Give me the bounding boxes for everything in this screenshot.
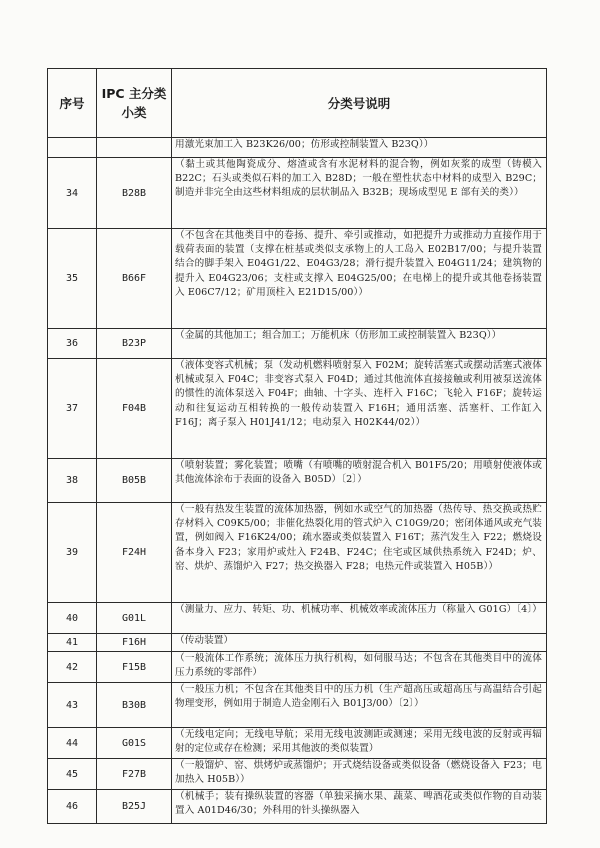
description-text: （不包含在其他类目中的卷扬、提升、牵引或推动，如把提升力或推动力直接作用于载荷表面的装置（支撑在桩基或类似支承物上的人工岛入 E02B17/00；与提升装置结合的脚手架入 E04G1/22、E04G3/28；滑行提升装置入 E04G11/24；建筑物的提升入 E04G23/06；支柱或支撑入 E04G25/00；在电梯上的提升或其他卷扬装置入 E06C7/12；矿用顶柱入 E21D15/00）） (175, 230, 542, 298)
table-row (48, 359, 547, 459)
table-row (48, 790, 547, 824)
row-number: 41 (48, 634, 97, 652)
description (172, 652, 547, 683)
table-row (48, 652, 547, 683)
description-text: （无线电定向；无线电导航；采用无线电波测距或测速；采用无线电波的反射或再辐射的定位或存在检测；采用其他波的类似装置） (175, 729, 542, 755)
header-ipc-subclass (97, 69, 172, 138)
ipc-code: F24H (97, 503, 172, 603)
header-seq: 序号 (48, 69, 97, 138)
description (172, 634, 547, 652)
header-ipc-line1: IPC 主分类 (101, 86, 167, 101)
description (172, 759, 547, 790)
ipc-code: B28B (97, 158, 172, 229)
description (172, 329, 547, 359)
description (172, 603, 547, 634)
ipc-code: B25J (97, 790, 172, 824)
ipc-code: B30B (97, 683, 172, 728)
description (172, 359, 547, 459)
description-text: （液体变容式机械；泵（发动机燃料喷射泵入 F02M；旋转活塞式或摆动活塞式液体机械或泵入 F04C；非变容式泵入 F04D；通过其他流体直接接触或利用被泵送流体的惯性的流体泵送入 F04F；曲轴、十字头、连杆入 F16C；飞轮入 F16F；旋转运动和往复运动互相转换的一般传动装置入 F16H；通用活塞、活塞杆、工作缸入 F16J；离子泵入 H01J41/12；电动泵入 H02K44/02）） (175, 360, 542, 428)
table-row (48, 138, 547, 158)
table-row (48, 158, 547, 229)
description-text: （喷射装置；雾化装置；喷嘴（有喷嘴的喷射混合机入 B01F5/20；用喷射使液体或其他流体涂布于表面的设备入 B05D）〔2〕） (175, 460, 542, 486)
table-row (48, 503, 547, 603)
row-number: 45 (48, 759, 97, 790)
row-number: 43 (48, 683, 97, 728)
ipc-code: B05B (97, 459, 172, 503)
table-row (48, 683, 547, 728)
table-row (48, 634, 547, 652)
row-number: 36 (48, 329, 97, 359)
header-description: 分类号说明 (172, 69, 547, 138)
table-row (48, 759, 547, 790)
ipc-code: F15B (97, 652, 172, 683)
description (172, 229, 547, 329)
table-header-row (48, 69, 547, 138)
row-number: 46 (48, 790, 97, 824)
table-row (48, 603, 547, 634)
table-row (48, 229, 547, 329)
description-text: （黏土或其他陶瓷成分、熔渣或含有水泥材料的混合物，例如灰浆的成型（铸模入 B22C；石头或类似石料的加工入 B28D；一般在塑性状态中材料的成型入 B29C；制造并非完全由这些材料组成的层状制品入 B32B；现场成型见 E 部有关的类）） (175, 159, 542, 199)
row-number: 44 (48, 728, 97, 759)
ipc-code: F04B (97, 359, 172, 459)
description-text: （测量力、应力、转矩、功、机械功率、机械效率或流体压力（称量入 G01G）〔4〕） (175, 604, 542, 615)
header-ipc-line2: 小类 (121, 105, 147, 120)
row-number: 42 (48, 652, 97, 683)
description (172, 503, 547, 603)
row-number: 37 (48, 359, 97, 459)
description (172, 683, 547, 728)
ipc-classification-table (47, 68, 547, 824)
description-text: （一般馏炉、窑、烘烤炉或蒸馏炉；开式烧结设备或类似设备（燃烧设备入 F23；电加热入 H05B）） (175, 760, 542, 786)
row-number (48, 138, 97, 158)
description (172, 158, 547, 229)
ipc-code: G01L (97, 603, 172, 634)
ipc-code: B66F (97, 229, 172, 329)
row-number: 34 (48, 158, 97, 229)
row-number: 35 (48, 229, 97, 329)
description (172, 138, 547, 158)
ipc-code: F16H (97, 634, 172, 652)
table-row (48, 728, 547, 759)
table-row (48, 329, 547, 359)
ipc-code (97, 138, 172, 158)
description (172, 790, 547, 824)
description-text: （传动装置） (175, 635, 234, 646)
description-text: 用激光束加工入 B23K26/00；仿形或控制装置入 B23Q）） (175, 139, 434, 150)
ipc-code: F27B (97, 759, 172, 790)
ipc-code: G01S (97, 728, 172, 759)
description-text: （一般有热发生装置的流体加热器，例如水或空气的加热器（热传导、热交换或热贮存材料入 C09K5/00；非催化热裂化用的管式炉入 C10G9/20；密闭体通风或充气装置，例如阀入 F16K24/00；疏水器或类似装置入 F16T；蒸汽发生入 F22；燃烧设备本身入 F23；家用炉或灶入 F24B、F24C；住宅或区域供热系统入 F24D；炉、窑、烘炉、蒸馏炉入 F27；热交换器入 F28；电热元件或装置入 H05B）） (175, 504, 542, 572)
row-number: 39 (48, 503, 97, 603)
row-number: 40 (48, 603, 97, 634)
description (172, 728, 547, 759)
description-text: （一般压力机；不包含在其他类目中的压力机（生产超高压或超高压与高温结合引起物理变形，例如用于制造人造金刚石入 B01J3/00）〔2〕） (175, 684, 542, 710)
description (172, 459, 547, 503)
table-row (48, 459, 547, 503)
description-text: （金属的其他加工；组合加工；万能机床（仿形加工或控制装置入 B23Q）） (175, 330, 502, 341)
ipc-code: B23P (97, 329, 172, 359)
description-text: （一般流体工作系统；流体压力执行机构，如伺服马达；不包含在其他类目中的流体压力系统的零部件） (175, 653, 542, 679)
description-text: （机械手；装有操纵装置的容器（单独采摘水果、蔬菜、啤酒花或类似作物的自动装置入 A01D46/30；外科用的针头操纵器入 (175, 791, 542, 817)
row-number: 38 (48, 459, 97, 503)
